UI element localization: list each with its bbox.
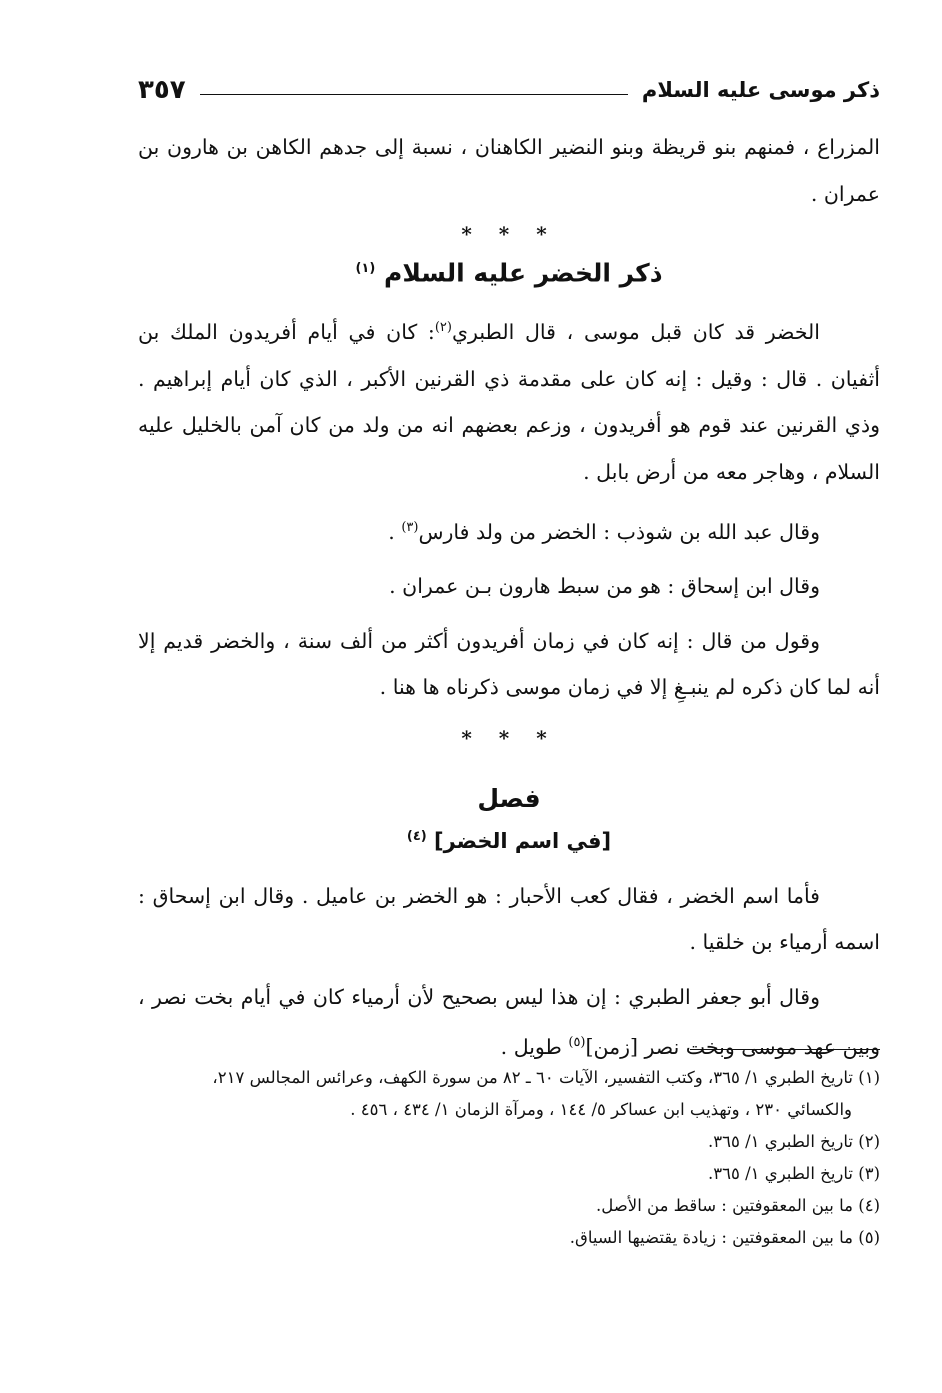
chapter-subheading xyxy=(138,817,880,861)
footnote-5 xyxy=(126,1222,880,1254)
footnote-num: (٤) xyxy=(858,1196,880,1215)
paragraph-6: فأما اسم الخضر ، فقال كعب الأحبار : هو الخضر بن عاميل . وقال ابن إسحاق : اسمه أرمياء بن خلقيا . xyxy=(138,883,880,955)
footnote-4 xyxy=(126,1190,880,1222)
footnote-text: ما بين المعقوفتين : زيادة يقتضيها السياق. xyxy=(569,1228,853,1247)
paragraph-7 xyxy=(138,974,880,1071)
section-heading-text: ذكر الخضر عليه السلام xyxy=(384,258,663,288)
running-header xyxy=(138,70,880,110)
main-text xyxy=(138,124,880,1071)
footnote-ref-5: (٥) xyxy=(568,1035,586,1051)
paragraph-5: وقول من قال : إنه كان في زمان أفريدون أكثر من ألف سنة ، والخضر قديم إلا أنه لما كان ذكره لم ينبـغِ إلا في زمان موسى ذكرناه ها هنا . xyxy=(138,628,880,700)
footnote-num: (١) xyxy=(858,1068,880,1087)
footnote-num: (٣) xyxy=(858,1164,880,1183)
footnote-3 xyxy=(126,1158,880,1190)
footnote-ref-1: (١) xyxy=(355,261,376,276)
section-divider-stars: * * * xyxy=(461,222,557,246)
chapter-heading: فصل xyxy=(477,783,541,813)
paragraph-1: المزراع ، فمنهم بنو قريظة وبنو النضير الكاهنان ، نسبة إلى جدهم الكاهن بن هارون بن عمران . xyxy=(138,135,880,206)
section-divider-stars-2: * * * xyxy=(461,725,557,750)
section-heading-khidr xyxy=(138,249,880,293)
footnote-ref-4: (٤) xyxy=(406,828,427,844)
footnote-1 xyxy=(126,1062,880,1094)
paragraph-2 xyxy=(138,305,880,495)
footnote-1-continued: والكسائي ٢٣٠ ، وتهذيب ابن عساكر ٥/ ١٤٤ ، ومرآة الزمان ١/ ٤٣٤ ، ٤٥٦ . xyxy=(350,1100,852,1119)
paragraph-2-text-b: : كان في أيام أفريدون الملك بن أثفيان . قال : وقيل : إنه كان على مقدمة ذي القرنين الأكبر ، الذي كان أيام إبراهيم . وذي القرنين عند قوم هو أفريدون ، وزعم بعضهم انه من ولد من كان آمن بالخليل عليه السلام ، وهاجر معه من أرض بابل . xyxy=(138,320,880,484)
footnote-num: (٥) xyxy=(858,1228,880,1247)
footnote-text: تاريخ الطبري ١/ ٣٦٥. xyxy=(708,1164,853,1183)
footnote-rule xyxy=(690,1049,880,1050)
paragraph-3-end: . xyxy=(388,519,395,544)
footnote-text: تاريخ الطبري ١/ ٣٦٥. xyxy=(708,1132,853,1151)
page-number: ٣٥٧ xyxy=(138,75,186,105)
footnote-text: تاريخ الطبري ١/ ٣٦٥، وكتب التفسير، الآيات ٦٠ ـ ٨٢ من سورة الكهف، وعرائس المجالس ٢١٧، xyxy=(212,1068,853,1087)
header-rule xyxy=(200,94,628,95)
footnote-num: (٢) xyxy=(858,1132,880,1151)
paragraph-2-text-a: الخضر قد كان قبل موسى ، قال الطبري xyxy=(451,320,820,345)
footnote-ref-3: (٣) xyxy=(401,520,419,536)
footnotes xyxy=(126,1062,880,1254)
running-title: ذكر موسى عليه السلام xyxy=(641,78,880,102)
paragraph-4: وقال ابن إسحاق : هو من سبط هارون بـن عمران . xyxy=(389,574,820,599)
footnote-ref-2: (٢) xyxy=(434,320,452,336)
footnote-text: ما بين المعقوفتين : ساقط من الأصل. xyxy=(596,1196,853,1215)
paragraph-3 xyxy=(138,505,880,555)
footnote-2 xyxy=(126,1126,880,1158)
paragraph-7-text-a: وقال أبو جعفر الطبري : إن هذا ليس بصحيح لأن أرمياء كان في أيام بخت نصر ، وبين عهد موسى وبخت نصر [زمن] xyxy=(138,984,880,1060)
paragraph-7-text-b: طويل . xyxy=(500,1035,569,1060)
paragraph-3-text: وقال عبد الله بن شوذب : الخضر من ولد فارس xyxy=(418,519,820,544)
chapter-subheading-text: [في اسم الخضر] xyxy=(434,828,612,853)
